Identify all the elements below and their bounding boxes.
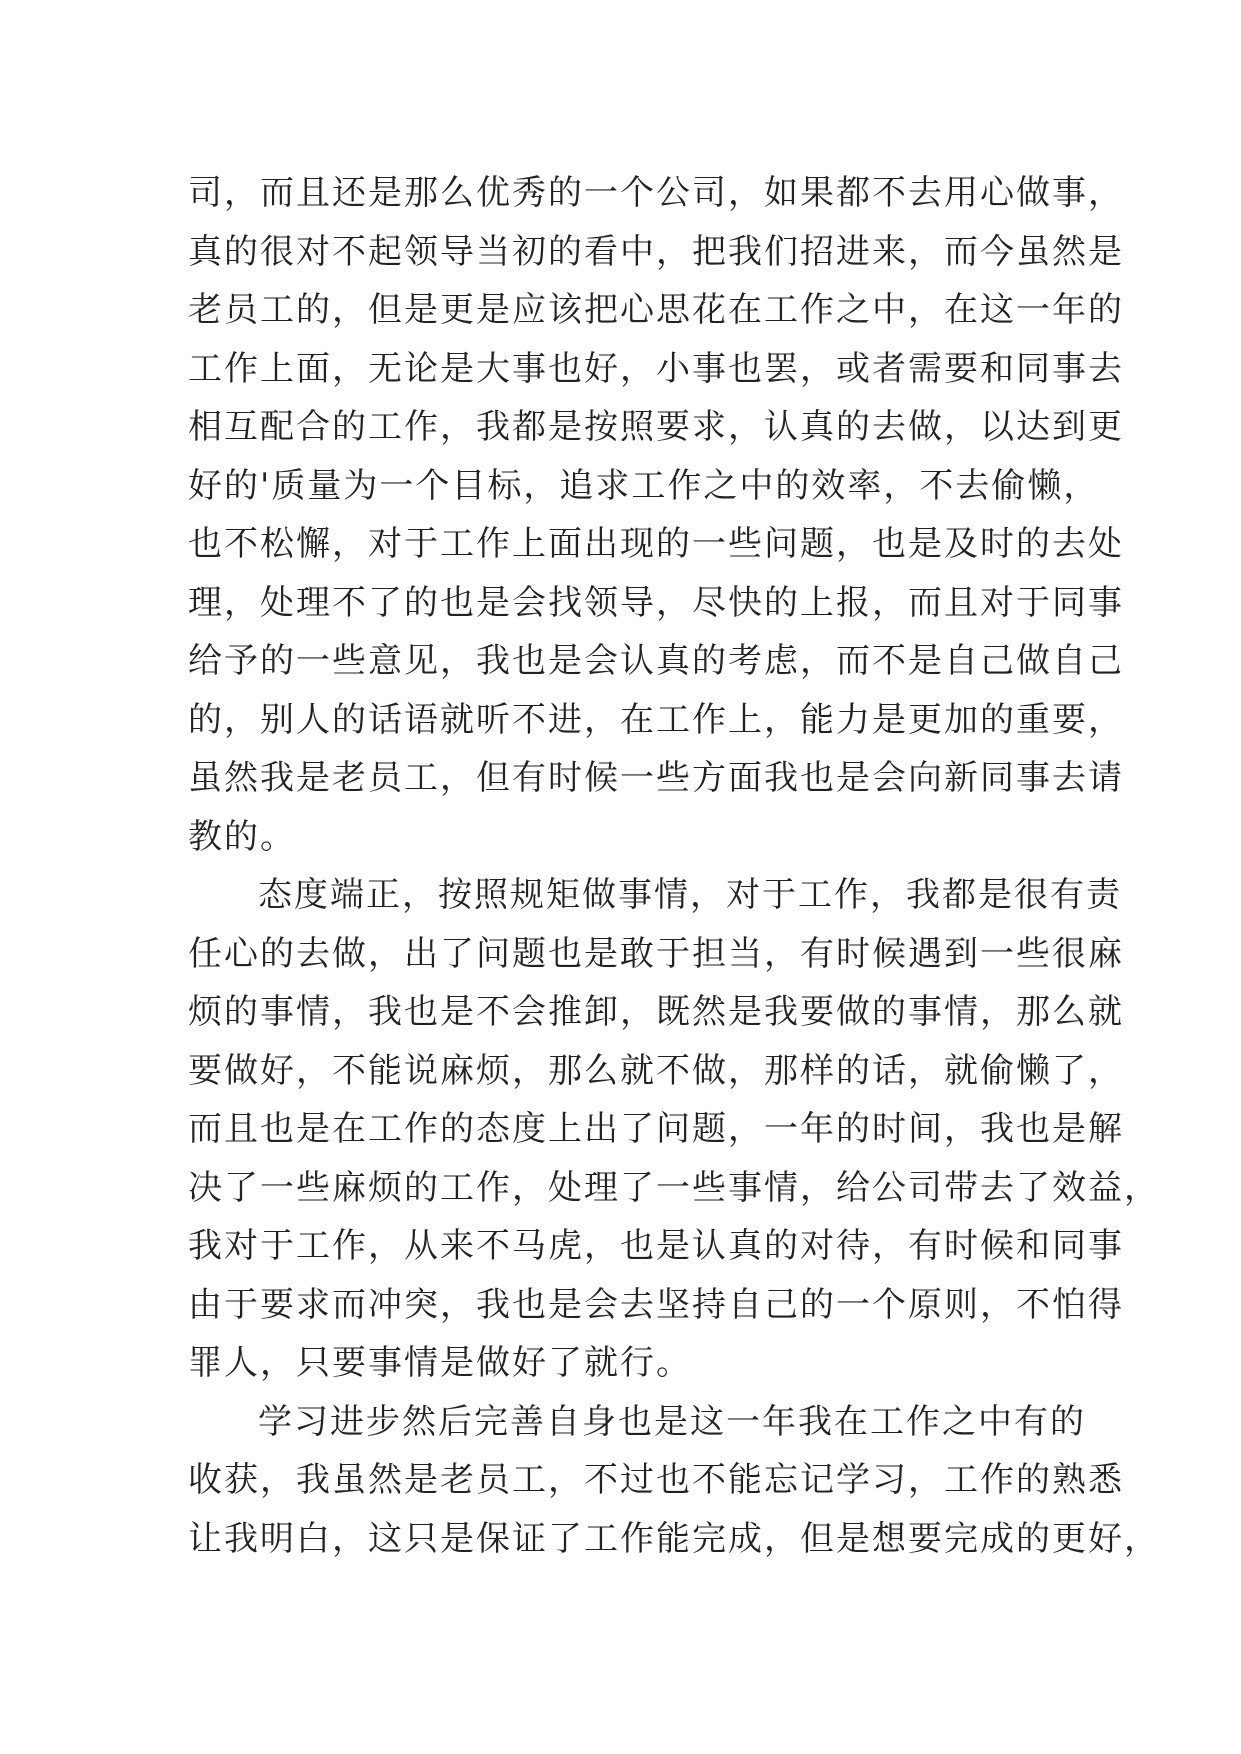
text-line: 好的'质量为一个目标，追求工作之中的效率，不去偷懒， (188, 465, 1100, 506)
text-line: 的，别人的话语就听不进，在工作上，能力是更加的重要， (188, 699, 1124, 740)
text-line: 罪人，只要事情是做好了就行。 (188, 1343, 692, 1383)
text-line: 司，而且还是那么优秀的一个公司，如果都不去用心做事， (188, 173, 1124, 213)
text-line: 给予的一些意见，我也是会认真的考虑，而不是自己做自己 (188, 641, 1124, 681)
text-line: 老员工的，但是更是应该把心思花在工作之中，在这一年的 (188, 290, 1124, 330)
text-line: 也不松懈，对于工作上面出现的一些问题，也是及时的去处 (188, 524, 1124, 564)
text-line: 态度端正，按照规矩做事情，对于工作，我都是很有责 (258, 875, 1122, 915)
text-line: 理，处理不了的也是会找领导，尽快的上报，而且对于同事 (188, 582, 1124, 623)
text-line: 任心的去做，出了问题也是敢于担当，有时候遇到一些很麻 (188, 933, 1124, 974)
text-line: 真的很对不起领导当初的看中，把我们招进来，而今虽然是 (188, 231, 1124, 272)
text-line: 相互配合的工作，我都是按照要求，认真的去做，以达到更 (188, 407, 1124, 447)
text-line: 教的。 (188, 816, 296, 857)
text-line: 工作上面，无论是大事也好，小事也罢，或者需要和同事去 (188, 348, 1124, 389)
document-body (188, 164, 1160, 1568)
text-line: 而且也是在工作的态度上出了问题，一年的时间，我也是解 (188, 1109, 1124, 1149)
text-line: 虽然我是老员工，但有时候一些方面我也是会向新同事去请 (188, 758, 1124, 798)
text-line: 由于要求而冲突，我也是会去坚持自己的一个原则，不怕得 (188, 1284, 1124, 1325)
text-line: 收获，我虽然是老员工，不过也不能忘记学习，工作的熟悉 (188, 1460, 1124, 1500)
text-line: 决了一些麻烦的工作，处理了一些事情，给公司带去了效益， (188, 1167, 1160, 1208)
text-line: 学习进步然后完善自身也是这一年我在工作之中有的 (258, 1401, 1086, 1442)
text-line: 我对于工作，从来不马虎，也是认真的对待，有时候和同事 (188, 1226, 1124, 1266)
text-line: 让我明白，这只是保证了工作能完成，但是想要完成的更好， (188, 1518, 1160, 1559)
text-line: 烦的事情，我也是不会推卸，既然是我要做的事情，那么就 (188, 992, 1124, 1032)
text-line: 要做好，不能说麻烦，那么就不做，那样的话，就偷懒了， (188, 1050, 1124, 1091)
